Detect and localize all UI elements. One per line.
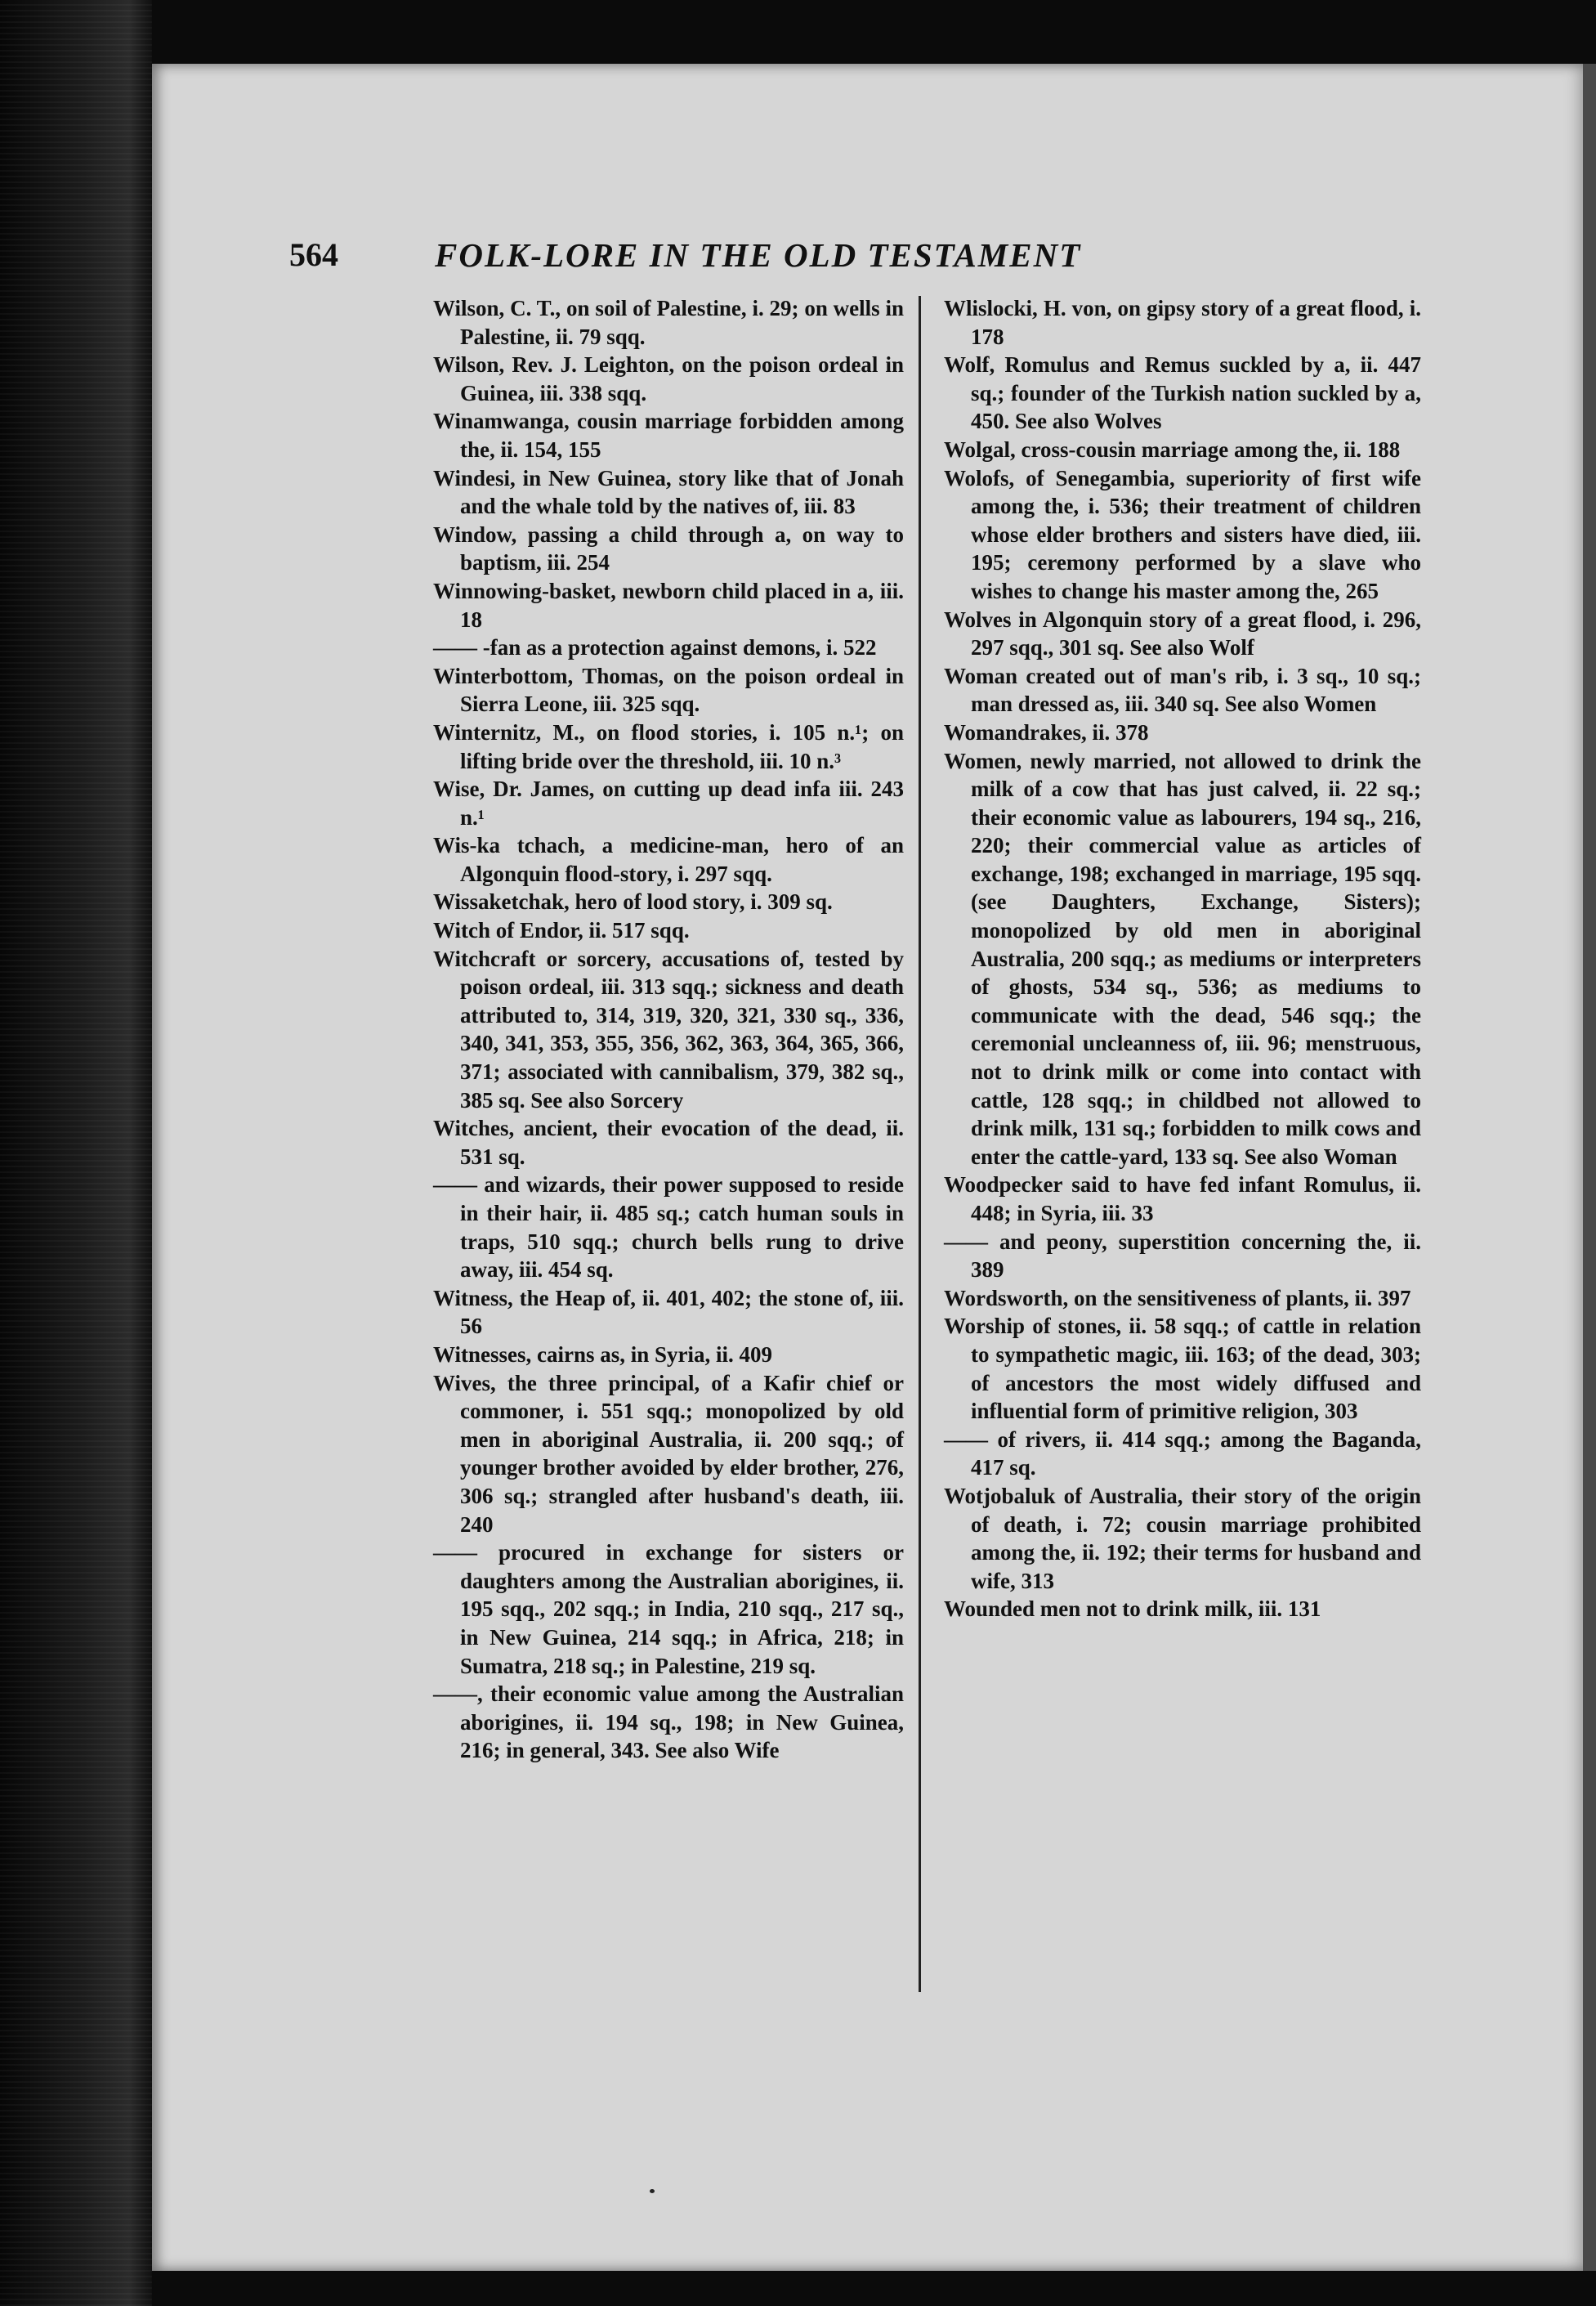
- page-number: 564: [289, 236, 338, 273]
- index-entry: Wise, Dr. James, on cutting up dead infa iii. 243 n.¹: [433, 777, 904, 830]
- index-entry: Witchcraft or sorcery, accusations of, tested by poison ordeal, iii. 313 sqq.; sickness and death attributed to, 314, 319, 320, 321, 330 sq., 336, 340, 341, 353, 355, 356, 362, 363, 364, 365, 366, 371; associated with cannibalism, 379, 382 sq., 385 sq. See also Sorcery: [433, 946, 904, 1113]
- column-divider: [919, 296, 921, 1992]
- index-entry: Wolves in Algonquin story of a great flood, i. 296, 297 sqq., 301 sq. See also Wolf: [944, 607, 1421, 660]
- index-entry: Witness, the Heap of, ii. 401, 402; the stone of, iii. 56: [433, 1285, 904, 1339]
- page-speck: [650, 2189, 655, 2193]
- index-entry: Witches, ancient, their evocation of the dead, ii. 531 sq.: [433, 1116, 904, 1169]
- page-header: [289, 235, 1319, 284]
- index-entry: Winterbottom, Thomas, on the poison ordeal in Sierra Leone, iii. 325 sqq.: [433, 663, 904, 717]
- index-entry: Wilson, Rev. J. Leighton, on the poison ordeal in Guinea, iii. 338 sqq.: [433, 352, 904, 405]
- index-entry: —— -fan as a protection against demons, i. 522: [433, 635, 877, 660]
- index-entry: Wives, the three principal, of a Kafir chief or commoner, i. 551 sqq.; monopolized by old men in aboriginal Australia, ii. 200 sqq.; of younger brother avoided by elder brother, 276, 306 sq.; strangled after husband's death, iii. 240: [433, 1370, 904, 1537]
- index-entry: Window, passing a child through a, on way to baptism, iii. 254: [433, 522, 904, 575]
- index-entry: Witnesses, cairns as, in Syria, ii. 409: [433, 1341, 773, 1367]
- index-entry: Wissaketchak, hero of lood story, i. 309 sq.: [433, 889, 833, 915]
- index-entry: Witch of Endor, ii. 517 sqq.: [433, 918, 690, 943]
- index-entry: —— of rivers, ii. 414 sqq.; among the Baganda, 417 sq.: [944, 1426, 1421, 1480]
- page-edge-shadow: [1583, 64, 1596, 2271]
- index-entry: —— and peony, superstition concerning the, ii. 389: [944, 1229, 1421, 1283]
- index-entry: Wolgal, cross-cousin marriage among the, ii. 188: [944, 437, 1401, 462]
- index-entry: Wolf, Romulus and Remus suckled by a, ii. 447 sq.; founder of the Turkish nation suckled by a, 450. See also Wolves: [944, 352, 1421, 434]
- index-entry: Woman created out of man's rib, i. 3 sq., 10 sq.; man dressed as, iii. 340 sq. See also Women: [944, 663, 1421, 717]
- index-entry: Wordsworth, on the sensitiveness of plants, ii. 397: [944, 1285, 1411, 1310]
- index-entry: Wounded men not to drink milk, iii. 131: [944, 1596, 1321, 1622]
- index-entry: —— procured in exchange for sisters or daughters among the Australian aborigines, ii. 195 sqq., 202 sqq.; in India, 210 sqq., 217 sq., in New Guinea, 214 sqq.; in Africa, 218; in Sumatra, 218 sq.; in Palestine, 219 sq.: [433, 1540, 904, 1678]
- index-entry: Woodpecker said to have fed infant Romulus, ii. 448; in Syria, iii. 33: [944, 1172, 1421, 1225]
- index-entry: —— and wizards, their power supposed to reside in their hair, ii. 485 sq.; catch human souls in traps, 510 sqq.; church bells rung to drive away, iii. 454 sq.: [433, 1172, 904, 1283]
- index-entry: Winternitz, M., on flood stories, i. 105 n.¹; on lifting bride over the threshold, iii. 10 n.³: [433, 719, 904, 773]
- index-entry: Womandrakes, ii. 378: [944, 719, 1149, 745]
- index-entry: Wlislocki, H. von, on gipsy story of a great flood, i. 178: [944, 296, 1421, 349]
- index-entry: ——, their economic value among the Australian aborigines, ii. 194 sq., 198; in New Guinea, 216; in general, 343. See also Wife: [433, 1681, 904, 1763]
- book-binding: [0, 0, 152, 2306]
- index-entry: Wis-ka tchach, a medicine-man, hero of an Algonquin flood-story, i. 297 sqq.: [433, 833, 904, 886]
- index-entry: Windesi, in New Guinea, story like that of Jonah and the whale told by the natives of, iii. 83: [433, 465, 904, 519]
- index-entry: Worship of stones, ii. 58 sqq.; of cattle in relation to sympathetic magic, iii. 163; of the dead, 303; of ancestors the most widely diffused and influential form of primitive religion, 303: [944, 1314, 1421, 1424]
- index-entry: Winnowing-basket, newborn child placed in a, iii. 18: [433, 578, 904, 632]
- index-entry: Wilson, C. T., on soil of Palestine, i. 29; on wells in Palestine, ii. 79 sqq.: [433, 296, 904, 349]
- index-column-right: [944, 294, 1421, 1623]
- index-entry: Wolofs, of Senegambia, superiority of first wife among the, i. 536; their treatment of children whose elder brothers and sisters have died, iii. 195; ceremony performed by a slave who wishes to change his master among the, 265: [944, 465, 1421, 603]
- index-entry: Wotjobaluk of Australia, their story of the origin of death, i. 72; cousin marriage prohibited among the, ii. 192; their terms for husband and wife, 313: [944, 1483, 1421, 1593]
- index-entry: Winamwanga, cousin marriage forbidden among the, ii. 154, 155: [433, 409, 904, 462]
- index-entry: Women, newly married, not allowed to drink the milk of a cow that has just calved, ii. 22 sq.; their economic value as labourers, 194 sq., 216, 220; their commercial value as articles of exchange, 198; exchanged in marriage, 195 sqq. (see Daughters, Exchange, Sisters); monopolized by old men in aboriginal Australia, 200 sqq.; as mediums or interpreters of ghosts, 534 sq., 536; as mediums to communicate with the dead, 546 sqq.; the ceremonial uncleanness of, iii. 96; menstruous, not to drink milk or come into contact with cattle, 128 sqq.; in childbed not allowed to drink milk, 131 sq.; forbidden to milk cows and enter the cattle-yard, 133 sq. See also Woman: [944, 748, 1421, 1169]
- index-column-left: [433, 294, 904, 1765]
- running-head: FOLK-LORE IN THE OLD TESTAMENT: [435, 236, 1082, 274]
